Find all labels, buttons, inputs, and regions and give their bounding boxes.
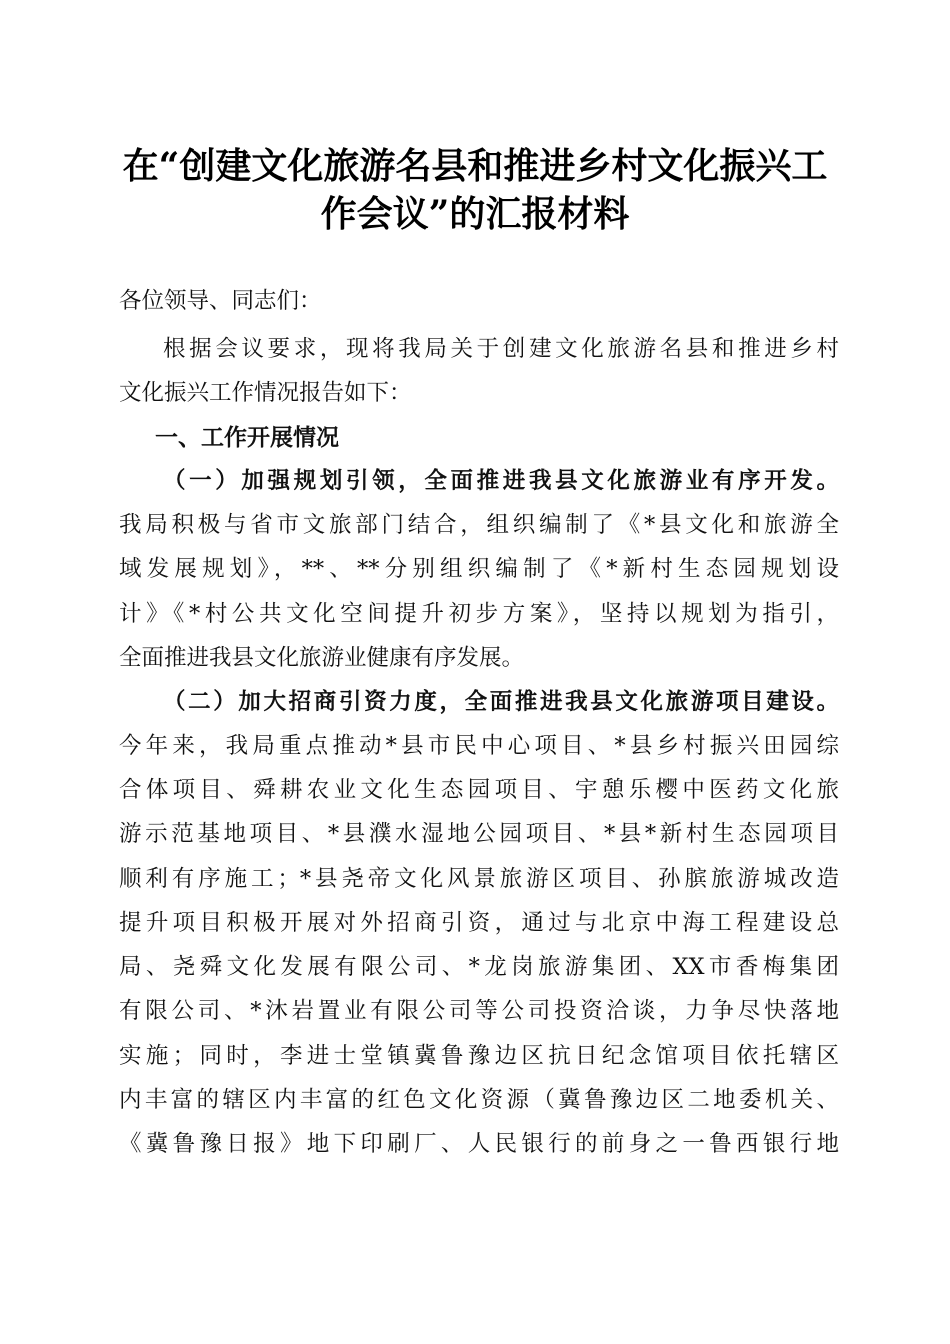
body-line: 全面推进我县文化旅游业健康有序发展。 [119,645,525,671]
body-line: 合体项目、舜耕农业文化生态园项目、宇憩乐樱中医药文化旅 [119,777,839,803]
body-line: 《冀鲁豫日报》地下印刷厂、人民银行的前身之一鲁西银行地 [119,1131,839,1157]
document-title-line-2: 作会议”的汇报材料 [320,193,630,235]
body-line: 域发展规划》，**、**分别组织编制了《*新村生态园规划设 [119,556,839,582]
salutation: 各位领导、同志们： [119,288,322,314]
body-line: 有限公司、*沐岩置业有限公司等公司投资洽谈，力争尽快落地 [119,998,839,1024]
body-line: 内丰富的辖区内丰富的红色文化资源（冀鲁豫边区二地委机关、 [119,1087,839,1113]
body-line: 提升项目积极开展对外招商引资，通过与北京中海工程建设总 [119,910,839,936]
body-line: 文化振兴工作情况报告如下： [119,380,412,406]
body-line: 实施；同时，李进士堂镇冀鲁豫边区抗日纪念馆项目依托辖区 [119,1043,839,1069]
body-line: 根据会议要求，现将我局关于创建文化旅游名县和推进乡村 [163,336,839,362]
body-line: 我局积极与省市文旅部门结合，组织编制了《*县文化和旅游全 [119,512,839,538]
subsection-heading: （二）加大招商引资力度，全面推进我县文化旅游项目建设。 [163,689,839,715]
subsection-heading: （一）加强规划引领，全面推进我县文化旅游业有序开发。 [163,468,839,494]
body-line: 计》《*村公共文化空间提升初步方案》，坚持以规划为指引， [119,601,839,627]
document-title-line-1: 在“创建文化旅游名县和推进乡村文化振兴工 [122,145,828,187]
body-line: 游示范基地项目、*县濮水湿地公园项目、*县*新村生态园项目 [119,821,839,847]
body-line: 今年来，我局重点推动*县市民中心项目、*县乡村振兴田园综 [119,733,839,759]
body-line: 顺利有序施工；*县尧帝文化风景旅游区项目、孙膑旅游城改造 [119,866,839,892]
body-line: 局、尧舜文化发展有限公司、*龙岗旅游集团、XX市香梅集团 [119,954,839,980]
section-heading: 一、工作开展情况 [155,425,339,451]
